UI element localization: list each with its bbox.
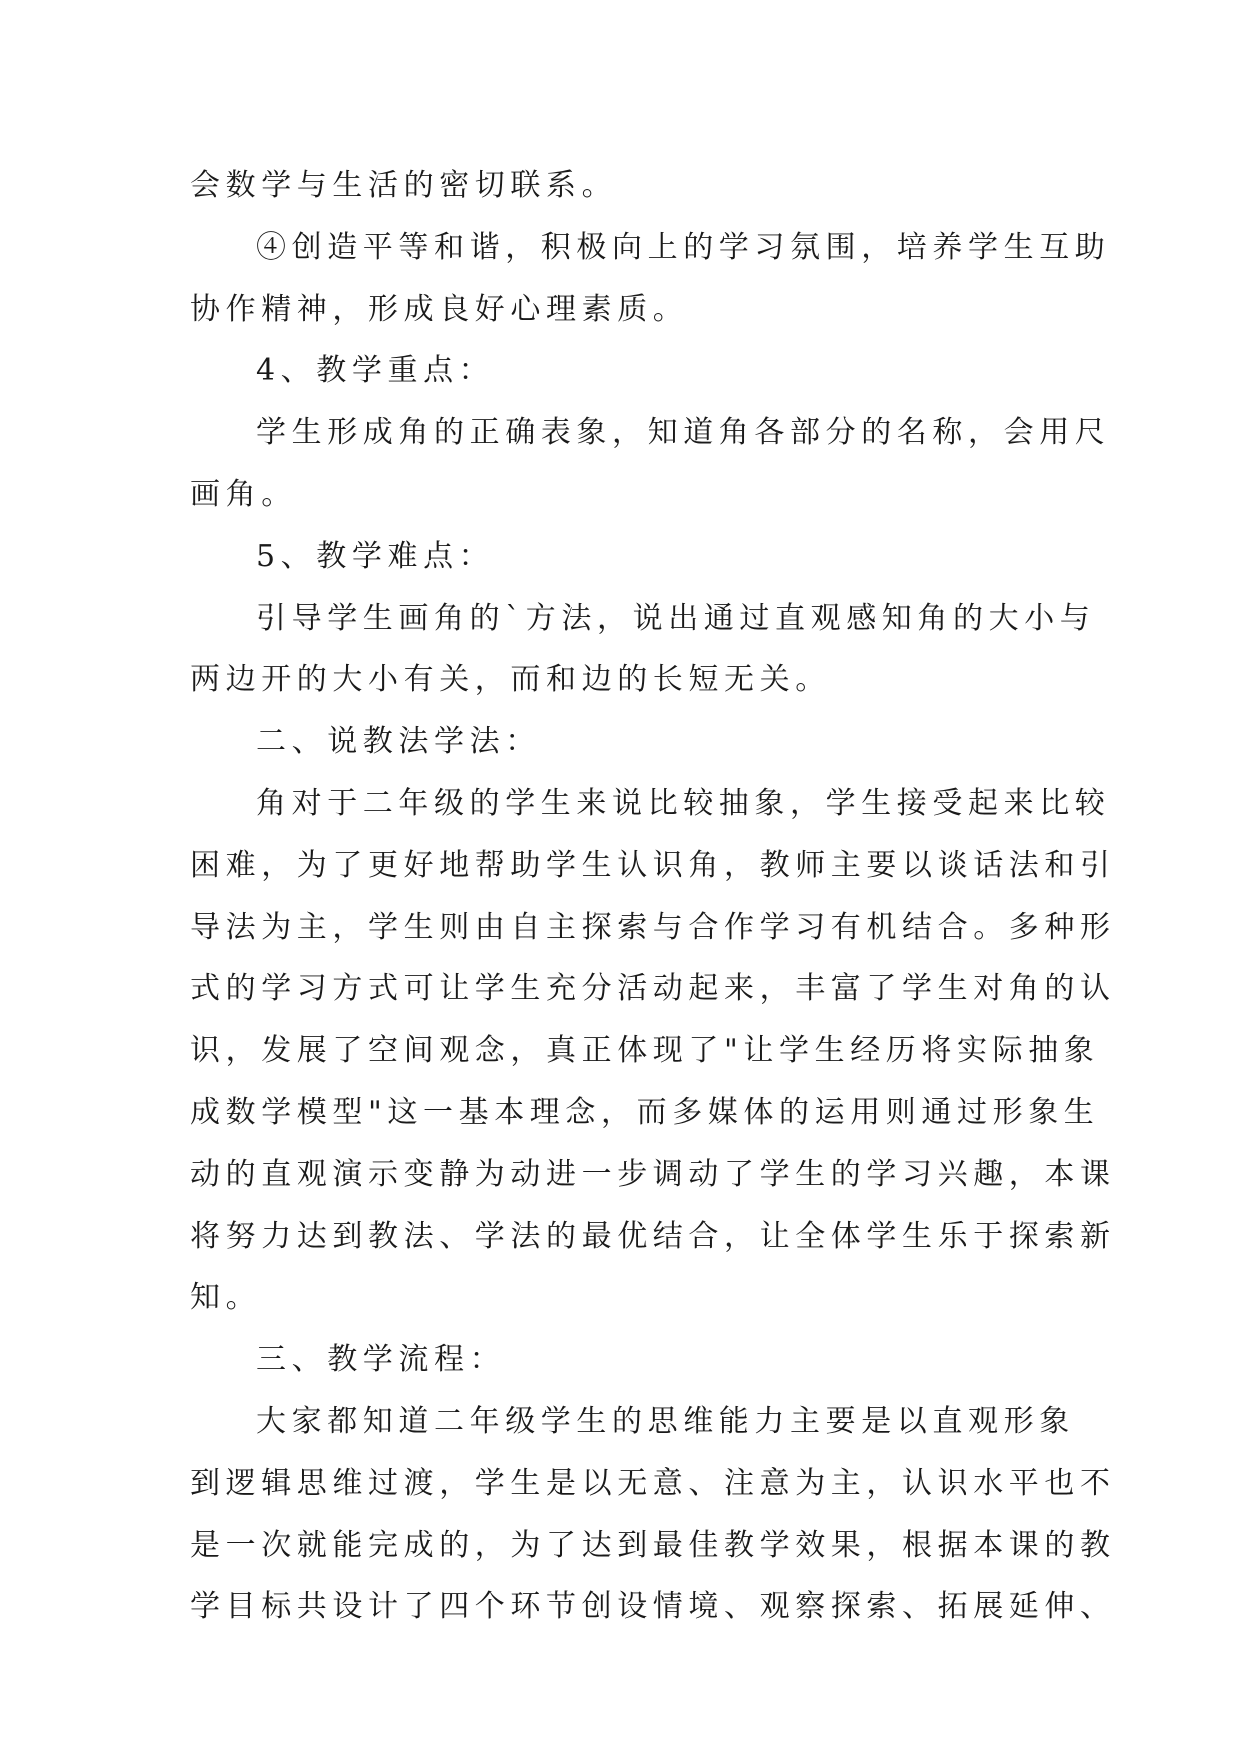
section-heading: 5、教学难点： xyxy=(256,538,495,574)
text-line: 将努力达到教法、学法的最优结合，让全体学生乐于探索新 xyxy=(190,1218,1116,1254)
section-heading: 二、说教法学法： xyxy=(256,724,541,760)
text-line: 大家都知道二年级学生的思维能力主要是以直观形象 xyxy=(256,1403,1075,1439)
text-line: 学目标共设计了四个环节创设情境、观察探索、拓展延伸、 xyxy=(190,1589,1116,1625)
text-line: 协作精神，形成良好心理素质。 xyxy=(190,291,689,327)
text-line: 成数学模型"这一基本理念，而多媒体的运用则通过形象生 xyxy=(190,1094,1100,1130)
text-line: 困难，为了更好地帮助学生认识角，教师主要以谈话法和引 xyxy=(190,847,1116,883)
text-line: 动的直观演示变静为动进一步调动了学生的学习兴趣，本课 xyxy=(190,1156,1116,1192)
section-heading: 三、教学流程： xyxy=(256,1342,506,1378)
document-body xyxy=(190,155,1116,1638)
text-line: 式的学习方式可让学生充分活动起来，丰富了学生对角的认 xyxy=(190,971,1116,1007)
text-line: 画角。 xyxy=(190,476,297,512)
text-line: 是一次就能完成的，为了达到最佳教学效果，根据本课的教 xyxy=(190,1527,1116,1563)
section-heading: 4、教学重点： xyxy=(256,353,495,389)
text-line: 知。 xyxy=(190,1280,262,1316)
text-line: 学生形成角的正确表象，知道角各部分的名称，会用尺 xyxy=(256,415,1111,451)
text-line: 两边开的大小有关，而和边的长短无关。 xyxy=(190,662,831,698)
text-line: 到逻辑思维过渡，学生是以无意、注意为主，认识水平也不 xyxy=(190,1465,1116,1501)
text-line: 会数学与生活的密切联系。 xyxy=(190,168,618,203)
text-line: 识，发展了空间观念，真正体现了"让学生经历将实际抽象 xyxy=(190,1033,1100,1069)
text-line: 角对于二年级的学生来说比较抽象，学生接受起来比较 xyxy=(256,785,1111,821)
text-line: 引导学生画角的`方法，说出通过直观感知角的大小与 xyxy=(256,600,1096,636)
text-line: 导法为主，学生则由自主探索与合作学习有机结合。多种形 xyxy=(190,909,1116,945)
text-line: ④创造平等和谐，积极向上的学习氛围，培养学生互助 xyxy=(256,229,1111,265)
